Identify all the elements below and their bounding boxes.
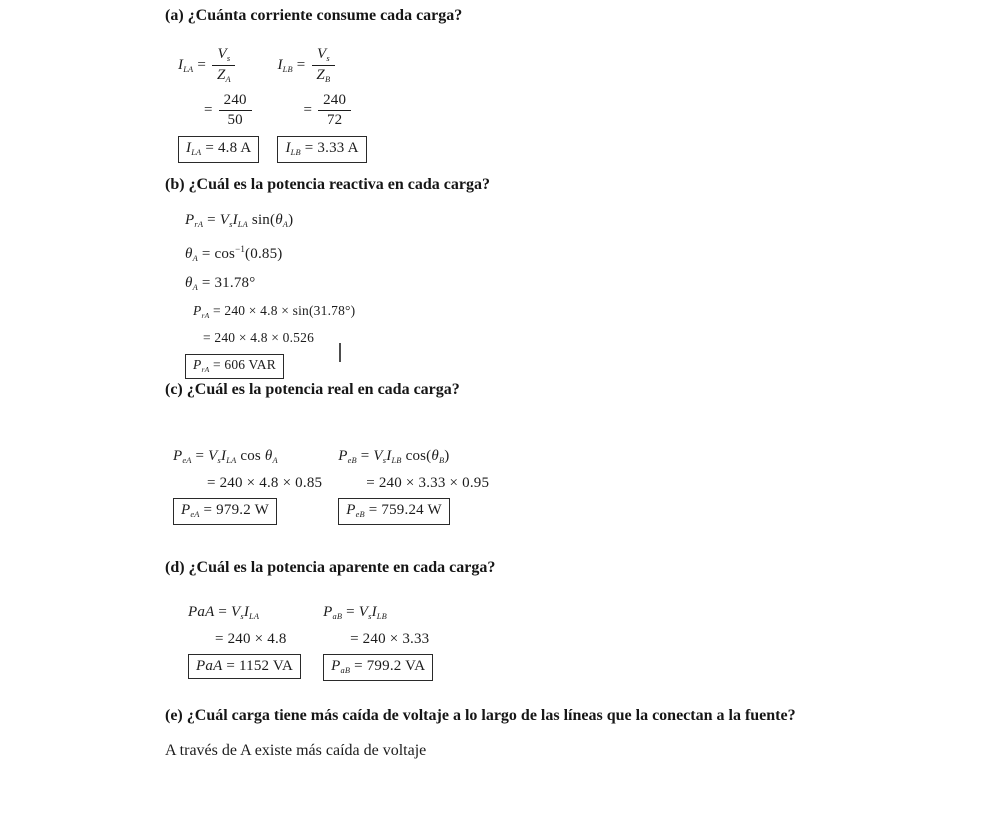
question-e-heading: (e) ¿Cuál carga tiene más caída de voltaje a lo largo de las líneas que la conectan a la fuente?	[165, 707, 796, 724]
text-cursor	[339, 343, 341, 362]
equation-result-line	[178, 136, 259, 163]
equation-line: $\theta_A = 31.78^\circ$	[185, 275, 256, 293]
equation-line: $I_{LA}$ = $\frac{V_s}{Z_A}$	[178, 46, 259, 85]
equation-line: = $\frac{240}{50}$	[204, 92, 259, 129]
answer-text: A través de A existe más caída de voltaje	[165, 742, 427, 759]
equation-line: $I_{LB}$ = $\frac{V_s}{Z_B}$	[277, 46, 366, 85]
section-b	[165, 173, 490, 386]
boxed-result: $I_{LA} = 4.8$ A	[178, 136, 259, 163]
equation-result-line	[323, 654, 433, 681]
equation-column	[178, 46, 259, 170]
section-d	[165, 556, 495, 686]
boxed-result: $P_{eA} = 979.2$ W	[173, 498, 277, 525]
boxed-result: $P_{rA} = 606$ VAR	[185, 354, 284, 379]
equation-column	[338, 446, 489, 530]
equation-line: = 240 × 3.33 × 0.95	[366, 475, 490, 491]
section-c	[165, 378, 489, 530]
question-c-heading: (c) ¿Cuál es la potencia real en cada carga?	[165, 381, 460, 398]
equation-line: = $\frac{240}{72}$	[303, 92, 366, 129]
fraction: $\frac{240}{50}$	[219, 92, 252, 129]
boxed-result: $P_{aB} = 799.2$ VA	[323, 654, 433, 681]
equation-result-line	[173, 498, 322, 525]
equation-line: = 240 × 4.8 × 0.85	[207, 475, 323, 491]
fraction: $\frac{240}{72}$	[318, 92, 351, 129]
equation-result-line	[277, 136, 366, 163]
equation-line: $P_{rA} = 240 \times 4.8 \times \sin(31.78^\circ)$	[193, 303, 356, 321]
section-a	[165, 4, 462, 170]
equation-line: = 240 × 3.33	[350, 631, 430, 647]
boxed-result: $I_{LB} = 3.33$ A	[277, 136, 366, 163]
section-a-work	[178, 46, 462, 170]
equation-column	[173, 446, 322, 530]
equation-result-line	[185, 354, 490, 379]
equation-line: $P_{eA} = V_sI_{LA}$ $\cos \theta_A$	[173, 448, 278, 466]
equation-line: = 240 × 4.8 × 0.526	[203, 330, 315, 345]
question-b-heading: (b) ¿Cuál es la potencia reactiva en cada carga?	[165, 176, 490, 193]
equation-line: PaA = $V_sI_{LA}$	[188, 604, 260, 622]
equation-column	[188, 602, 301, 684]
equation-column	[277, 46, 366, 170]
boxed-result: PaA = 1152 VA	[188, 654, 301, 679]
equation-line: = 240 × 4.8	[215, 631, 287, 647]
question-a-heading: (a) ¿Cuánta corriente consume cada carga?	[165, 7, 463, 24]
fraction: $\frac{V_s}{Z_B}$	[311, 46, 335, 85]
equation-line: $\theta_A = \cos^{-1}(0.85)$	[185, 244, 283, 264]
equation-column	[323, 602, 433, 686]
section-b-work	[185, 210, 490, 386]
equation-result-line	[338, 498, 489, 525]
section-c-work	[173, 446, 489, 530]
section-d-work	[188, 602, 495, 686]
question-d-heading: (d) ¿Cuál es la potencia aparente en cada carga?	[165, 559, 496, 576]
section-e	[165, 704, 833, 762]
equation-line: $P_{eB} = V_sI_{LB}$ $\cos(\theta_B)$	[338, 448, 450, 466]
fraction: $\frac{V_s}{Z_A}$	[212, 46, 236, 85]
equation-line: $P_{rA} = V_sI_{LA}$ $\sin(\theta_A)$	[185, 212, 294, 230]
equation-line: $P_{aB} = V_sI_{LB}$	[323, 604, 387, 622]
boxed-result: $P_{eB} = 759.24$ W	[338, 498, 450, 525]
equation-result-line	[188, 654, 301, 679]
